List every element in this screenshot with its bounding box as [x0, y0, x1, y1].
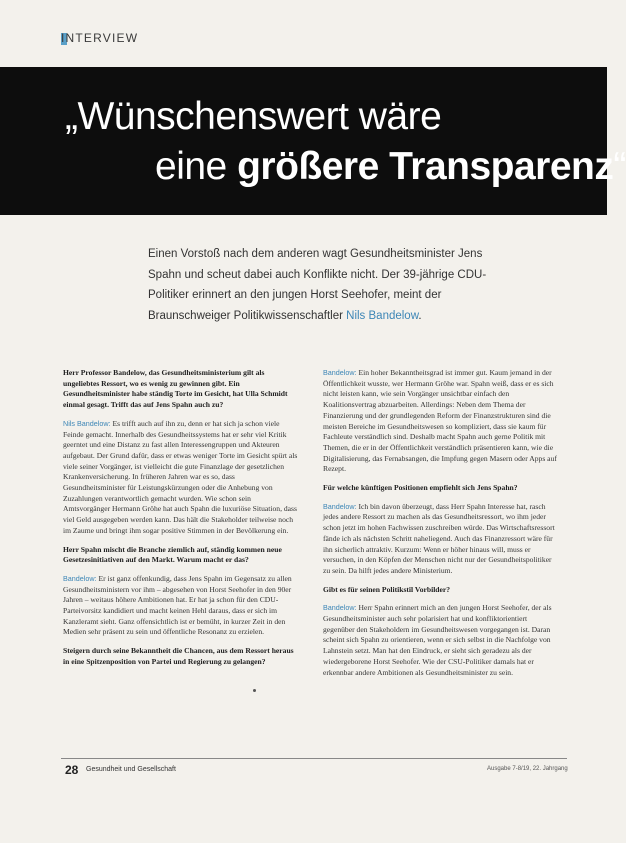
intro-paragraph — [148, 244, 508, 326]
question-1: Herr Professor Bandelow, das Gesundheitsministerium gilt als ungeliebtes Ressort, wo es wenig zu gewinnen gibt. Ein Gesundheitsminister habe ständig Torte im Gesicht, hat Ulla Schmidt einmal gesagt. Trifft das auf Jens Spahn auch zu? — [63, 368, 288, 410]
answer-5 — [323, 603, 559, 678]
intro-name: Nils Bandelow — [346, 309, 419, 322]
answer-2-text: Er ist ganz offenkundig, dass Jens Spahn im Gegensatz zu allen Gesundheitsministern vor ihm – abgesehen von Horst Seehofer in den 90er Jahren – weitaus höhere Ambitionen hat. Er hat ja schon für den CDU-Parteivorsitz kandidiert und macht keinen Hehl daraus, dass er sich im Kanzleramt sieht. Ganz offensichtlich ist er bemüht, in kurzer Zeit in den Medien sehr präsent zu sein und öffentliche Resonanz zu erzielen. — [63, 573, 292, 637]
headline-line-1: „Wünschenswert wäre — [65, 95, 442, 138]
headline-close-quote: “ — [613, 145, 626, 188]
answer-3-text: Ein hoher Bekanntheitsgrad ist immer gut. Kaum jemand in der Öffentlichkeit wusste, wer Hermann Gröhe war. Spahn weiß, dass er es sich nicht leisten kann, wie sein Vorgänger unsichtbar einfach den Koalitionsvertrag abzuarbeiten. Allerdings: Neben dem Thema der Finanzierung und der grundlegenden Reform der Finanzstrukturen sind die meisten Bereiche im Gesundheitswesen so kompliziert, dass sie kaum für Fachleute verständlich sind. Deshalb macht Spahn auch gerne Politik mit Themen, die er in der Öffentlichkeit verständlich präsentieren kann, wie die Digitalisierung, das Fernabsangen, die Impfung gegen Masern oder Apps auf Rezept. — [323, 368, 557, 474]
right-column — [323, 368, 559, 686]
page-number: 28 — [65, 763, 79, 777]
question-5: Gibt es für seinen Politikstil Vorbilder? — [323, 584, 451, 594]
answer-2 — [63, 574, 299, 638]
question-2: Herr Spahn mischt die Branche ziemlich auf, ständig kommen neue Gesetzesinitiativen auf den Markt. Warum macht er das? — [63, 544, 282, 565]
headline-line-2 — [155, 145, 626, 189]
answer-1 — [63, 419, 299, 537]
footer-publication-title: Gesundheit und Gesellschaft — [86, 766, 176, 773]
speaker-label: Bandelow: — [323, 501, 357, 511]
headline-banner — [0, 67, 626, 215]
speaker-label: Bandelow: — [323, 603, 357, 613]
left-column — [63, 368, 299, 676]
question-3: Steigern durch seine Bekanntheit die Chancen, aus dem Ressort heraus in eine Spitzenposition von Partei und Regierung zu gelangen? — [63, 646, 294, 666]
end-mark — [253, 689, 256, 692]
question-4: Für welche künftigen Positionen empfiehlt sich Jens Spahn? — [323, 483, 518, 493]
answer-3 — [323, 368, 559, 475]
intro-text: Einen Vorstoß nach dem anderen wagt Gesundheitsminister Jens Spahn und scheut dabei auch Konflikte nicht. Der 39-jährige CDU-Politiker erinnert an den jungen Horst Seehofer, meint der Braunschweiger Politikwissenschaftler — [148, 248, 487, 322]
speaker-label: Bandelow: — [63, 573, 97, 583]
answer-4 — [323, 502, 559, 577]
section-label: INTERVIEW — [61, 31, 139, 45]
footer-rule — [61, 758, 567, 759]
headline-bold: größere Transparenz — [237, 145, 614, 188]
footer-issue-info: Ausgabe 7-8/19, 22. Jahrgang — [487, 766, 568, 772]
answer-4-text: Ich bin davon überzeugt, dass Herr Spahn Interesse hat, rasch jedes andere Ressort zu machen als das Gesundheitsressort, wo ihm jeder schon jetzt im hohen Fachwissen zuschreiben würde. Das Wirtschaftsressort fände ich als nächsten Schritt naheliegend. Auch das Finanzressort wäre für ihn sicherlich attraktiv. Kurzum: Wenn er höher hinaus will, muss er versuchen, in den Köpfen der Menschen nicht nur der Gesundheitspolitiker zu sein. Da hilft jedes andere Ministerium. — [323, 501, 555, 575]
headline-regular: eine — [155, 145, 238, 188]
intro-end: . — [418, 309, 422, 322]
speaker-label: Nils Bandelow: — [63, 418, 111, 428]
answer-1-text: Es trifft auch auf ihn zu, denn er hat sich ja schon viele Feinde gemacht. Innerhalb des Gesundheitssystems hat er sehr viel Kritik geerntet und eine Distanz zu fast allen Interessengruppen und Akteuren aufgebaut. Der Grund dafür, dass er etwas weniger Torte im Gesicht spürt als viele seiner Vorgänger, ist vielleicht die gute Finanzlage der gesetzlichen Krankenversicherung. In früheren Jahren war es so, dass Gesundheitsminister für Leistungskürzungen oder die Anhebung von Zuzahlungen verantwortlich gemacht wurden. Wie schon sein Amtsvorgänger Hermann Gröhe hat auch Spahn die luxuriöse Situation, dass viel Geld ausgegeben werden kann. Das hält die Stakeholder teilweise noch im Zaume und bringt ihm sogar positive Stimmen in der Bevölkerung ein. — [63, 418, 298, 535]
speaker-label: Bandelow: — [323, 368, 357, 377]
answer-5-text: Herr Spahn erinnert mich an den jungen Horst Seehofer, der als Gesundheitsminister auch sehr polarisiert hat und konfliktorientiert gegenüber den Stakeholdern im Gesundheitswesen vorgegangen ist. Daran scheint sich Spahn zu orientieren, wenn er sich selbst in die Nachfolge von Lahnstein setzt. Man hat den Eindruck, er sieht sich geradezu als der wiedergeborene Horst Seehofer. Wie der CSU-Politiker damals hat er erkennbar andere Ambitionen als Gesundheitsminister zu sein. — [323, 603, 552, 677]
